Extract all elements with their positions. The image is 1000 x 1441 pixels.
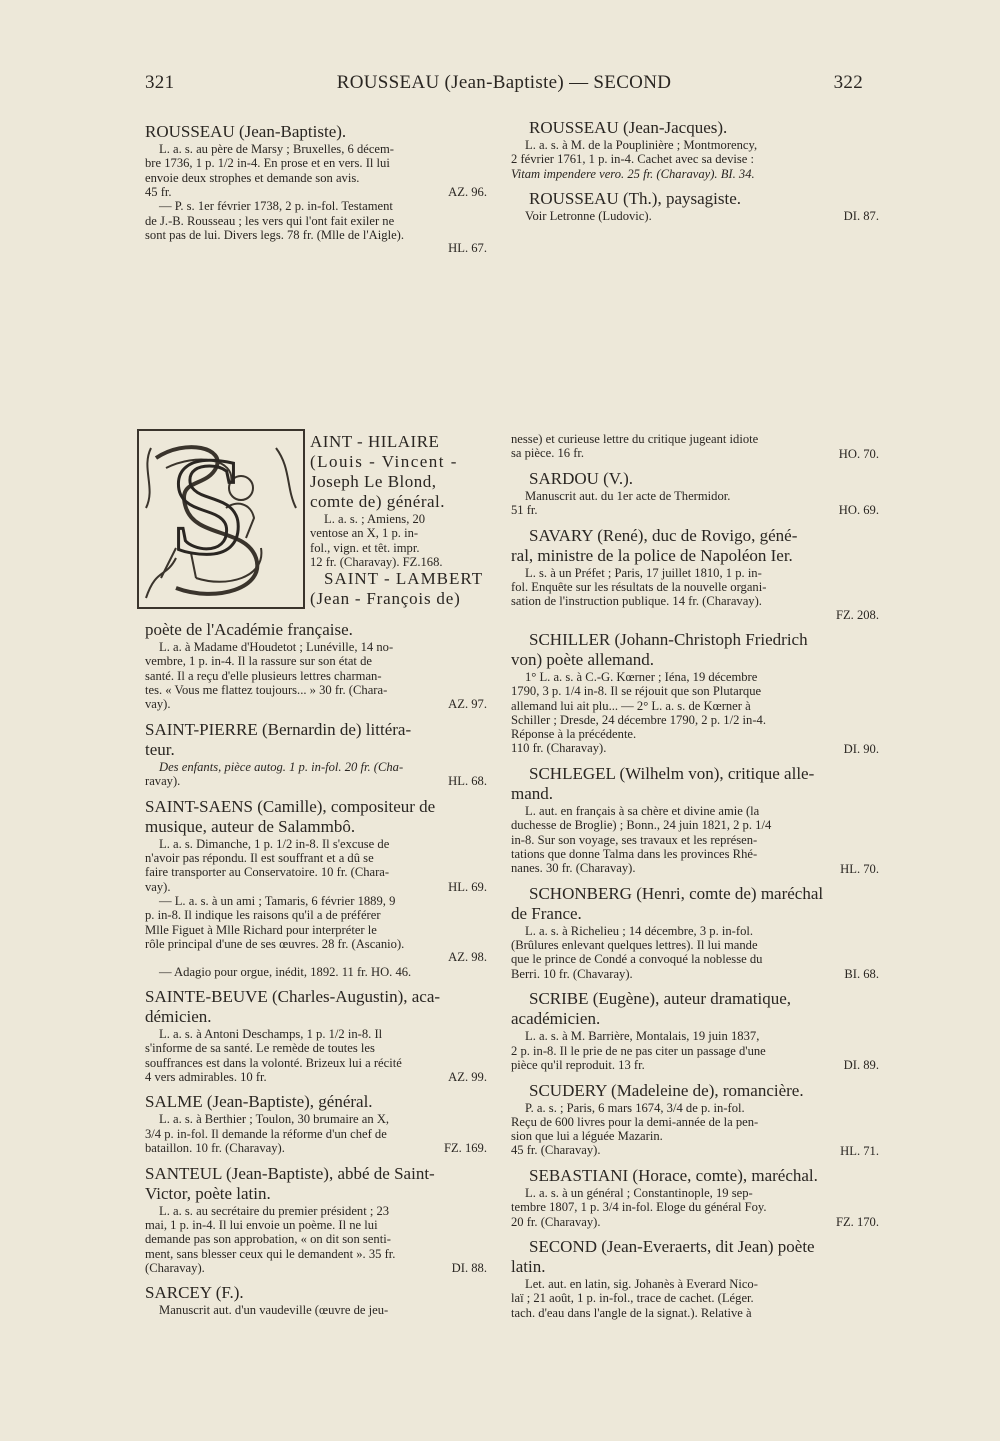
- entry-text: sation de l'instruction publique. 14 fr. (Charavay).: [511, 594, 762, 609]
- entry-text: Mlle Figuet à Mlle Richard pour interpréter le: [145, 922, 377, 937]
- entry-text: Let. aut. en latin, sig. Johanès à Everard Nico-: [525, 1277, 758, 1292]
- entry-text: Voir Letronne (Ludovic).: [525, 208, 652, 223]
- entry-reference: BI. 68.: [844, 967, 879, 982]
- entry-text: souffrances est dans la volonté. Brizeux lui a récité: [145, 1055, 402, 1070]
- entry-text: — Adagio pour orgue, inédit, 1892. 11 fr. HO. 46.: [159, 964, 412, 979]
- entry-text: mai, 1 p. in-4. Il lui envoie un poème. Il ne lui: [145, 1217, 378, 1232]
- entry-text: rôle principal d'une de ses œuvres. 28 fr. (Ascanio).: [145, 937, 405, 952]
- entry-second: [511, 1237, 879, 1320]
- entry-text: 2 p. in-8. Il le prie de ne pas citer un passage d'une: [511, 1043, 766, 1058]
- entry-text: Reçu de 600 livres pour la demi-année de la pen-: [511, 1114, 759, 1129]
- entry-text: 1790, 3 p. 1/4 in-8. Il se réjouit que son Plutarque: [511, 684, 762, 699]
- entry-heading: (Louis - Vincent -: [310, 452, 458, 471]
- entry-heading: AINT - HILAIRE: [310, 432, 440, 451]
- entry-text: (Charavay).: [145, 1260, 205, 1275]
- ornamental-initial: [136, 428, 306, 610]
- entry-sarcey: [145, 1283, 487, 1317]
- entry-heading: mand.: [511, 784, 554, 804]
- entry-text: n'avoir pas répondu. Il est souffrant et a dû se: [145, 850, 374, 865]
- entry-text: p. in-8. Il indique les raisons qu'il a de préférer: [145, 908, 381, 923]
- entry-heading: SARDOU (V.).: [529, 468, 634, 488]
- entry-text: L. a. à Madame d'Houdetot ; Lunéville, 14 no-: [159, 640, 394, 654]
- entry-reference: DI. 90.: [843, 741, 879, 756]
- entry-text: L. a. s. Dimanche, 1 p. 1/2 in-8. Il s'excuse de: [159, 836, 390, 851]
- entry-heading: démicien.: [145, 1006, 212, 1026]
- entry-text: 45 fr. (Charavay).: [511, 1143, 601, 1158]
- entry-text: s'informe de sa santé. Le remède de toutes les: [145, 1041, 375, 1056]
- entry-heading: ROUSSEAU (Jean-Baptiste).: [145, 122, 347, 141]
- entry-reference: DI. 88.: [451, 1261, 487, 1276]
- entry-sebastiani: [511, 1166, 879, 1229]
- entry-text: vay).: [145, 879, 171, 894]
- entry-text: duchesse de Broglie) ; Bonn., 24 juin 1821, 2 p. 1/4: [511, 818, 772, 833]
- entry-heading: poète de l'Académie française.: [145, 620, 353, 639]
- entry-salme: [145, 1092, 487, 1155]
- entry-rousseau-th: [511, 189, 879, 224]
- entry-reference: HL. 69.: [448, 879, 487, 894]
- entry-heading: (Jean - François de): [310, 589, 461, 609]
- entry-heading: musique, auteur de Salammbô.: [145, 816, 356, 836]
- entry-text: 12 fr. (Charavay). FZ.168.: [310, 554, 443, 569]
- entry-text: L. a. s. à M. de la Pouplinière ; Montmorency,: [525, 138, 758, 152]
- entry-text: sont pas de lui. Divers legs. 78 fr. (Mlle de l'Aigle).: [145, 228, 404, 243]
- entry-text: 20 fr. (Charavay).: [511, 1214, 601, 1229]
- entry-text: tembre 1807, 1 p. 3/4 in-fol. Eloge du général Foy.: [511, 1200, 767, 1215]
- entry-text: L. a. s. au père de Marsy ; Bruxelles, 6 décem-: [159, 142, 395, 156]
- entry-text: bre 1736, 1 p. 1/2 in-4. En prose et en vers. Il lui: [145, 156, 390, 171]
- entry-text: ment, sans blesser ceux qui le demandent ». 35 fr.: [145, 1246, 396, 1261]
- entry-heading: latin.: [511, 1257, 546, 1277]
- initial-entry-text: [310, 432, 488, 609]
- entry-text: L. s. à un Préfet ; Paris, 17 juillet 1810, 1 p. in-: [525, 565, 762, 580]
- entry-heading: ral, ministre de la police de Napoléon Ier.: [511, 545, 793, 565]
- entry-text: 4 vers admirables. 10 fr.: [145, 1069, 267, 1084]
- entry-text: 51 fr.: [511, 503, 538, 518]
- entry-reference: FZ. 208.: [835, 607, 879, 622]
- entry-rousseau-jj: [511, 118, 879, 181]
- entry-reference: HL. 70.: [840, 861, 879, 876]
- entry-text: L. a. s. à Antoni Deschamps, 1 p. 1/2 in-8. Il: [159, 1026, 383, 1041]
- page-number-right: 322: [833, 72, 863, 93]
- entry-reference: HL. 67.: [448, 241, 487, 256]
- entry-sarcey-cont: [511, 432, 879, 461]
- initial-letter: S: [169, 429, 247, 584]
- entry-reference: AZ. 97.: [448, 697, 487, 712]
- entry-scudery: [511, 1081, 879, 1158]
- entry-text: envoie deux strophes et demande son avis.: [145, 170, 360, 185]
- entry-text: Schiller ; Dresde, 24 décembre 1790, 2 p. 1/2 in-4.: [511, 712, 766, 727]
- entry-text: Manuscrit aut. du 1er acte de Thermidor.: [525, 488, 731, 503]
- entry-heading: SAINT - LAMBERT: [324, 569, 484, 589]
- entry-reference: AZ. 99.: [448, 1070, 487, 1085]
- entry-text: allemand lui ait plu... — 2° L. a. s. de Kœrner à: [511, 698, 751, 713]
- entry-heading: SECOND (Jean-Everaerts, dit Jean) poète: [529, 1237, 815, 1257]
- entry-heading: SAINT-SAENS (Camille), compositeur de: [145, 796, 436, 816]
- entry-text: sion que lui a léguée Mazarin.: [511, 1129, 663, 1144]
- entry-text: L. aut. en français à sa chère et divine amie (la: [525, 804, 760, 819]
- entry-text: Réponse à la précédente.: [511, 727, 637, 742]
- entry-text: nesse) et curieuse lettre du critique jugeant idiote: [511, 432, 759, 446]
- entry-heading: comte de) général.: [310, 492, 446, 511]
- entry-text: 45 fr.: [145, 184, 172, 199]
- entry-reference: AZ. 98.: [448, 950, 487, 965]
- entry-heading: de France.: [511, 903, 582, 923]
- right-column-top: [511, 118, 879, 231]
- entry-text: ventose an X, 1 p. in-: [310, 526, 419, 541]
- entry-heading: teur.: [145, 739, 175, 759]
- entry-schiller: [511, 630, 879, 756]
- entry-text: 110 fr. (Charavay).: [511, 741, 607, 756]
- entry-text: — L. a. s. à un ami ; Tamaris, 6 février 1889, 9: [159, 894, 396, 909]
- entry-reference: FZ. 170.: [835, 1214, 879, 1229]
- entry-text: L. a. s. à M. Barrière, Montalais, 19 juin 1837,: [525, 1029, 760, 1044]
- entry-text: santé. Il a reçu d'elle plusieurs lettres charman-: [145, 668, 382, 683]
- entry-text: (Brûlures enlevant quelques lettres). Il lui mande: [511, 938, 758, 953]
- entry-text: pièce qu'il reproduit. 13 fr.: [511, 1057, 645, 1072]
- entry-reference: HO. 69.: [838, 503, 879, 518]
- entry-heading: SCHILLER (Johann-Christoph Friedrich: [529, 629, 808, 649]
- entry-heading: Joseph Le Blond,: [310, 472, 437, 491]
- entry-heading: SAINTE-BEUVE (Charles-Augustin), aca-: [145, 986, 441, 1006]
- entry-santeul: [145, 1164, 487, 1276]
- entry-heading: SALME (Jean-Baptiste), général.: [145, 1092, 373, 1112]
- entry-sainte-beuve: [145, 987, 487, 1084]
- entry-heading: SARCEY (F.).: [145, 1283, 244, 1303]
- entry-text: 3/4 p. in-fol. Il demande la réforme d'un chef de: [145, 1126, 387, 1141]
- entry-heading: SEBASTIANI (Horace, comte), maréchal.: [529, 1165, 818, 1185]
- entry-saint-saens: [145, 797, 487, 979]
- entry-heading: SANTEUL (Jean-Baptiste), abbé de Saint-: [145, 1163, 435, 1183]
- entry-heading: ROUSSEAU (Jean-Jacques).: [529, 118, 728, 137]
- entry-text: faire transporter au Conservatoire. 10 fr. (Chara-: [145, 865, 390, 880]
- left-column-bottom: [145, 620, 487, 1326]
- entry-heading: ROUSSEAU (Th.), paysagiste.: [529, 188, 742, 208]
- entry-text: fol. Enquête sur les résultats de la nouvelle organi-: [511, 580, 767, 595]
- entry-reference: HL. 71.: [840, 1143, 879, 1158]
- entry-heading: SCHONBERG (Henri, comte de) maréchal: [529, 883, 824, 903]
- entry-heading: SAVARY (René), duc de Rovigo, géné-: [529, 525, 798, 545]
- entry-heading: von) poète allemand.: [511, 649, 655, 669]
- entry-text: sa pièce. 16 fr.: [511, 446, 585, 461]
- entry-text: L. a. s. au secrétaire du premier président ; 23: [159, 1203, 390, 1218]
- entry-text: laï ; 21 août, 1 p. in-fol., trace de cachet. (Léger.: [511, 1291, 754, 1306]
- entry-text: tach. d'eau dans l'angle de la signat.). Relative à: [511, 1305, 752, 1320]
- entry-text: tations que donne Talma dans les provinces Rhé-: [511, 846, 758, 861]
- entry-text: nanes. 30 fr. (Charavay).: [511, 861, 636, 876]
- entry-schlegel: [511, 764, 879, 876]
- entry-heading: académicien.: [511, 1009, 601, 1029]
- entry-text: L. a. s. à un général ; Constantinople, 19 sep-: [525, 1185, 753, 1200]
- entry-text: vay).: [145, 697, 171, 712]
- entry-savary: [511, 526, 879, 622]
- entry-text: bataillon. 10 fr. (Charavay).: [145, 1141, 285, 1156]
- entry-text: 2 février 1761, 1 p. in-4. Cachet avec sa devise :: [511, 152, 755, 167]
- entry-saint-pierre: [145, 720, 487, 789]
- entry-text: que le prince de Condé a convoqué la noblesse du: [511, 952, 763, 967]
- entry-saint-lambert: [145, 620, 487, 712]
- entry-text: L. a. s. ; Amiens, 20: [324, 512, 426, 526]
- entry-reference: DI. 87.: [843, 209, 879, 224]
- entry-text: Berri. 10 fr. (Chavaray).: [511, 966, 633, 981]
- entry-heading: SCUDERY (Madeleine de), romancière.: [529, 1080, 804, 1100]
- entry-text: tes. « Vous me flattez toujours... » 30 fr. (Chara-: [145, 682, 388, 697]
- entry-text: vembre, 1 p. in-4. Il la rassure sur son état de: [145, 654, 372, 669]
- entry-scribe: [511, 989, 879, 1072]
- entry-rousseau-jb: [145, 122, 487, 256]
- entry-reference: HL. 68.: [448, 774, 487, 789]
- entry-text: in-8. Sur son voyage, ses travaux et les représen-: [511, 832, 758, 847]
- entry-text: Manuscrit aut. d'un vaudeville (œuvre de jeu-: [159, 1303, 389, 1318]
- running-title: ROUSSEAU (Jean-Baptiste) — SECOND: [336, 72, 672, 93]
- entry-text: de J.-B. Rousseau ; les vers qui l'ont fait exiler ne: [145, 213, 395, 228]
- entry-text: demande pas son approbation, « on dit son senti-: [145, 1232, 391, 1247]
- entry-sardou: [511, 469, 879, 518]
- decorated-letter-s-icon: [136, 428, 306, 610]
- right-column-bottom: [511, 432, 879, 1328]
- entry-schonberg: [511, 884, 879, 981]
- entry-text: Vitam impendere vero. 25 fr. (Charavay). BI. 34.: [511, 166, 755, 181]
- entry-reference: FZ. 169.: [443, 1141, 487, 1156]
- entry-heading: Victor, poète latin.: [145, 1183, 271, 1203]
- entry-reference: DI. 89.: [843, 1058, 879, 1073]
- entry-text: P. a. s. ; Paris, 6 mars 1674, 3/4 de p. in-fol.: [525, 1100, 745, 1115]
- entry-heading: SCHLEGEL (Wilhelm von), critique alle-: [529, 764, 815, 784]
- entry-text: ravay).: [145, 774, 181, 789]
- entry-text: L. a. s. à Berthier ; Toulon, 30 brumaire an X,: [159, 1112, 390, 1127]
- running-header: [145, 72, 863, 106]
- entry-reference: HO. 70.: [838, 446, 879, 461]
- entry-text: L. a. s. à Richelieu ; 14 décembre, 3 p. in-fol.: [525, 923, 754, 938]
- entry-text: 1° L. a. s. à C.-G. Kœrner ; Iéna, 19 décembre: [525, 669, 758, 684]
- entry-heading: SAINT-PIERRE (Bernardin de) littéra-: [145, 719, 412, 739]
- entry-text: Des enfants, pièce autog. 1 p. in-fol. 20 fr. (Cha-: [159, 759, 404, 774]
- entry-text: fol., vign. et têt. impr.: [310, 540, 420, 555]
- entry-reference: AZ. 96.: [448, 185, 487, 200]
- page-number-left: 321: [145, 72, 175, 93]
- entry-heading: SCRIBE (Eugène), auteur dramatique,: [529, 989, 792, 1009]
- left-column-top: [145, 122, 487, 264]
- entry-text: — P. s. 1er février 1738, 2 p. in-fol. Testament: [159, 199, 393, 214]
